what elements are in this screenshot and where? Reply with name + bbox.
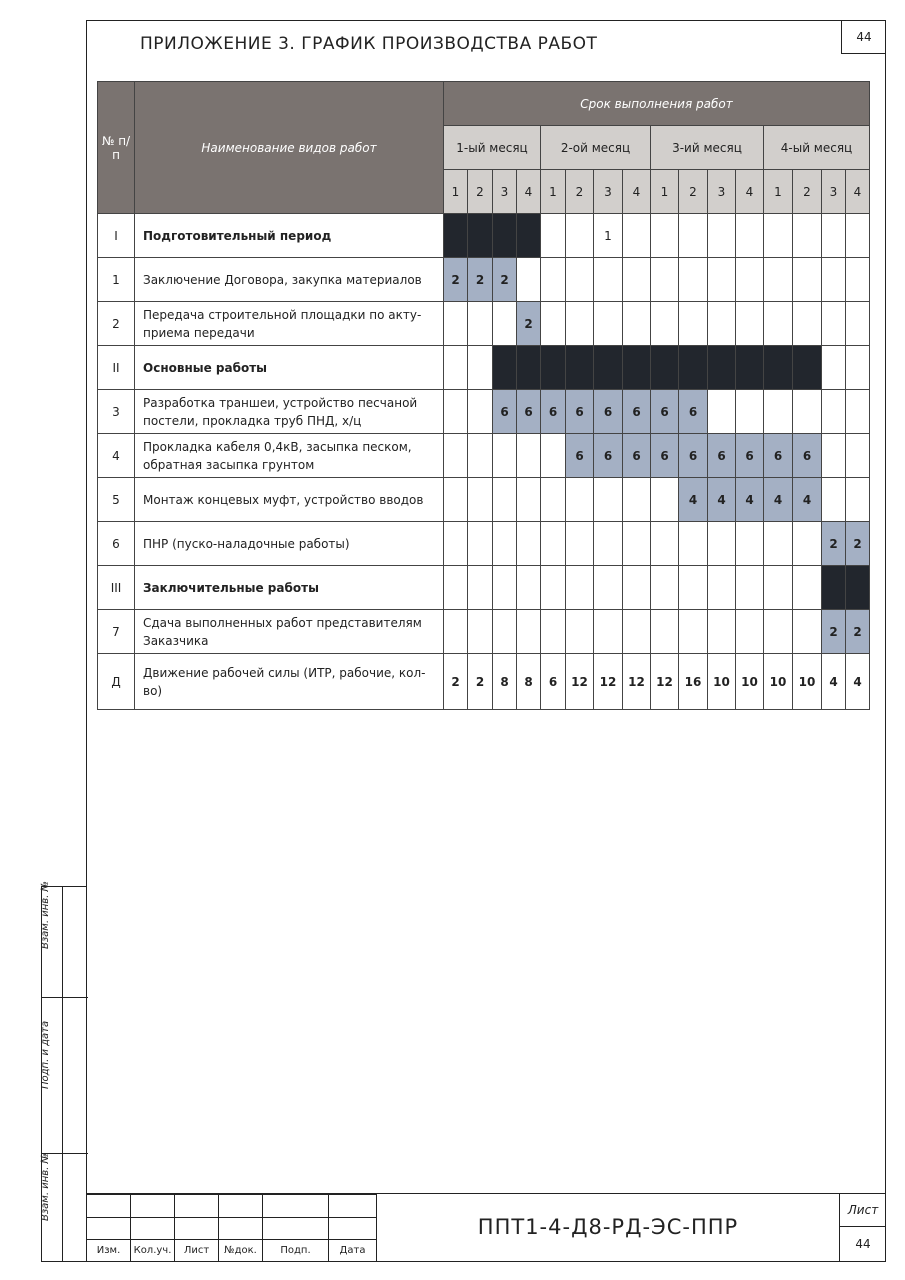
- table-row: [98, 390, 870, 434]
- schedule-cell: [679, 522, 708, 566]
- table-row: [98, 346, 870, 390]
- schedule-cell: [566, 302, 594, 346]
- week-header: 3: [708, 170, 736, 214]
- row-number: 5: [98, 478, 135, 522]
- page-title: ПРИЛОЖЕНИЕ 3. ГРАФИК ПРОИЗВОДСТВА РАБОТ: [140, 34, 598, 54]
- schedule-cell: [566, 522, 594, 566]
- workforce-value: 12: [651, 654, 679, 710]
- week-header: 2: [793, 170, 822, 214]
- schedule-cell: [822, 478, 846, 522]
- schedule-cell: [846, 390, 870, 434]
- schedule-bar-dark: [541, 346, 566, 390]
- schedule-cell: [623, 214, 651, 258]
- schedule-bar-cell: 6: [679, 390, 708, 434]
- table-row: [98, 302, 870, 346]
- schedule-cell: [541, 610, 566, 654]
- table-row: [98, 214, 870, 258]
- row-number: 1: [98, 258, 135, 302]
- week-header: 2: [566, 170, 594, 214]
- workforce-value: 2: [468, 654, 493, 710]
- schedule-cell: [764, 302, 793, 346]
- schedule-cell: [651, 214, 679, 258]
- schedule-cell: [444, 434, 468, 478]
- row-number: 2: [98, 302, 135, 346]
- schedule-bar-dark: [651, 346, 679, 390]
- schedule-cell: [541, 214, 566, 258]
- schedule-bar-cell: 6: [594, 434, 623, 478]
- stamp-header: Дата: [329, 1240, 377, 1262]
- schedule-cell: [764, 258, 793, 302]
- schedule-cell: [541, 522, 566, 566]
- schedule-bar-dark: [736, 346, 764, 390]
- schedule-cell: [468, 522, 493, 566]
- schedule-bar-dark: [493, 214, 517, 258]
- schedule-cell: [764, 566, 793, 610]
- schedule-cell: [679, 302, 708, 346]
- work-name: ПНР (пуско-наладочные работы): [135, 522, 444, 566]
- schedule-cell: [444, 522, 468, 566]
- week-header: 4: [623, 170, 651, 214]
- schedule-cell: [444, 478, 468, 522]
- week-header: 1: [444, 170, 468, 214]
- schedule-cell: [566, 258, 594, 302]
- work-name: Заключение Договора, закупка материалов: [135, 258, 444, 302]
- schedule-cell: [468, 302, 493, 346]
- schedule-cell: [468, 390, 493, 434]
- schedule-bar-dark: [493, 346, 517, 390]
- stamp-header: Изм.: [87, 1240, 131, 1262]
- side-label-replace: Взам. инв. №: [40, 881, 51, 949]
- row-number: 6: [98, 522, 135, 566]
- schedule-cell: 1: [594, 214, 623, 258]
- schedule-cell: [708, 566, 736, 610]
- schedule-bar-cell: 6: [764, 434, 793, 478]
- col-name-header: Наименование видов работ: [135, 82, 444, 214]
- schedule-bar-dark: [594, 346, 623, 390]
- document-code: ППТ1-4-Д8-РД-ЭС-ППР: [376, 1193, 840, 1262]
- schedule-bar-cell: 6: [651, 390, 679, 434]
- workforce-value: 12: [623, 654, 651, 710]
- schedule-bar-dark: [679, 346, 708, 390]
- schedule-cell: [493, 610, 517, 654]
- col-num-header: № п/п: [98, 82, 135, 214]
- schedule-bar-cell: 6: [736, 434, 764, 478]
- schedule-cell: [651, 302, 679, 346]
- schedule-bar-cell: 2: [822, 610, 846, 654]
- schedule-cell: [541, 258, 566, 302]
- schedule-bar-dark: [468, 214, 493, 258]
- week-header: 2: [468, 170, 493, 214]
- schedule-cell: [493, 478, 517, 522]
- schedule-cell: [822, 258, 846, 302]
- schedule-cell: [846, 214, 870, 258]
- schedule-bar-cell: 6: [793, 434, 822, 478]
- schedule-cell: [566, 214, 594, 258]
- schedule-cell: [566, 566, 594, 610]
- schedule-cell: [594, 610, 623, 654]
- week-header: 3: [493, 170, 517, 214]
- schedule-bar-cell: 6: [493, 390, 517, 434]
- row-number: 7: [98, 610, 135, 654]
- work-name: Основные работы: [135, 346, 444, 390]
- schedule-cell: [623, 610, 651, 654]
- schedule-cell: [468, 610, 493, 654]
- week-header: 2: [679, 170, 708, 214]
- work-name: Сдача выполненных работ представителям Заказчика: [135, 610, 444, 654]
- schedule-cell: [736, 302, 764, 346]
- stamp-grid: [86, 1194, 377, 1262]
- schedule-cell: [846, 258, 870, 302]
- schedule-cell: [651, 522, 679, 566]
- schedule-cell: [822, 214, 846, 258]
- table-row: [98, 434, 870, 478]
- schedule-cell: [517, 434, 541, 478]
- schedule-bar-cell: 2: [493, 258, 517, 302]
- schedule-cell: [517, 566, 541, 610]
- table-row: [98, 566, 870, 610]
- schedule-cell: [541, 434, 566, 478]
- row-number: 3: [98, 390, 135, 434]
- month-header: 2-ой месяц: [541, 126, 651, 170]
- schedule-cell: [793, 522, 822, 566]
- row-number: I: [98, 214, 135, 258]
- stamp-header: Лист: [175, 1240, 219, 1262]
- schedule-cell: [679, 258, 708, 302]
- schedule-bar-cell: 2: [468, 258, 493, 302]
- schedule-cell: [594, 302, 623, 346]
- schedule-bar-dark: [517, 346, 541, 390]
- schedule-cell: [736, 522, 764, 566]
- schedule-bar-dark: [517, 214, 541, 258]
- schedule-cell: [793, 302, 822, 346]
- schedule-bar-cell: 2: [444, 258, 468, 302]
- schedule-cell: [764, 390, 793, 434]
- schedule-cell: [736, 214, 764, 258]
- schedule-bar-cell: 6: [679, 434, 708, 478]
- schedule-bar-dark: [846, 566, 870, 610]
- schedule-bar-cell: 2: [517, 302, 541, 346]
- schedule-cell: [444, 610, 468, 654]
- week-header: 4: [736, 170, 764, 214]
- schedule-cell: [822, 302, 846, 346]
- row-number: II: [98, 346, 135, 390]
- week-header: 4: [517, 170, 541, 214]
- row-number: III: [98, 566, 135, 610]
- schedule-bar-dark: [444, 214, 468, 258]
- week-header: 1: [541, 170, 566, 214]
- workforce-value: 8: [493, 654, 517, 710]
- schedule-cell: [764, 522, 793, 566]
- schedule-bar-cell: 6: [623, 434, 651, 478]
- workforce-value: 10: [793, 654, 822, 710]
- week-header: 3: [822, 170, 846, 214]
- schedule-bar-dark: [708, 346, 736, 390]
- schedule-cell: [444, 302, 468, 346]
- schedule-bar-cell: 6: [708, 434, 736, 478]
- schedule-cell: [468, 434, 493, 478]
- schedule-cell: [764, 610, 793, 654]
- schedule-cell: [708, 390, 736, 434]
- schedule-cell: [517, 478, 541, 522]
- week-header: 3: [594, 170, 623, 214]
- schedule-bar-dark: [764, 346, 793, 390]
- schedule-bar-dark: [623, 346, 651, 390]
- schedule-bar-cell: 6: [651, 434, 679, 478]
- schedule-cell: [822, 434, 846, 478]
- work-name: Разработка траншеи, устройство песчаной постели, прокладка труб ПНД, х/ц: [135, 390, 444, 434]
- schedule-bar-dark: [566, 346, 594, 390]
- stamp-header: №док.: [219, 1240, 263, 1262]
- schedule-cell: [651, 478, 679, 522]
- side-label-sign: Подп. и дата: [40, 1020, 51, 1089]
- schedule-cell: [679, 214, 708, 258]
- schedule-cell: [793, 390, 822, 434]
- schedule-cell: [517, 610, 541, 654]
- schedule-cell: [846, 302, 870, 346]
- stamp-header: Кол.уч.: [131, 1240, 175, 1262]
- workforce-value: 16: [679, 654, 708, 710]
- schedule-cell: [846, 478, 870, 522]
- schedule-cell: [468, 346, 493, 390]
- schedule-cell: [679, 610, 708, 654]
- schedule-cell: [846, 434, 870, 478]
- schedule-cell: [623, 258, 651, 302]
- total-row: [98, 654, 870, 710]
- schedule-cell: [493, 302, 517, 346]
- schedule-bar-cell: 4: [764, 478, 793, 522]
- table-row: [98, 522, 870, 566]
- schedule-bar-cell: 6: [517, 390, 541, 434]
- schedule-bar-cell: 4: [793, 478, 822, 522]
- schedule-bar-cell: 2: [846, 522, 870, 566]
- schedule-cell: [793, 610, 822, 654]
- workforce-value: 6: [541, 654, 566, 710]
- month-header: 3-ий месяц: [651, 126, 764, 170]
- schedule-cell: [517, 258, 541, 302]
- workforce-value: 10: [708, 654, 736, 710]
- col-period-header: Срок выполнения работ: [444, 82, 870, 126]
- schedule-cell: [736, 258, 764, 302]
- schedule-cell: [594, 566, 623, 610]
- work-name: Заключительные работы: [135, 566, 444, 610]
- schedule-cell: [736, 566, 764, 610]
- table-row: [98, 478, 870, 522]
- schedule-bar-cell: 6: [594, 390, 623, 434]
- sheet-number: 44: [855, 1237, 871, 1251]
- page-number-top: 44: [841, 20, 886, 54]
- schedule-cell: [468, 478, 493, 522]
- workforce-value: 12: [566, 654, 594, 710]
- schedule-cell: [793, 258, 822, 302]
- month-header: 4-ый месяц: [764, 126, 870, 170]
- schedule-cell: [444, 390, 468, 434]
- work-name: Прокладка кабеля 0,4кВ, засыпка песком, обратная засыпка грунтом: [135, 434, 444, 478]
- workforce-value: 4: [846, 654, 870, 710]
- schedule-cell: [541, 478, 566, 522]
- schedule-cell: [708, 214, 736, 258]
- schedule-cell: [444, 346, 468, 390]
- schedule-cell: [736, 610, 764, 654]
- schedule-cell: [468, 566, 493, 610]
- workforce-value: 2: [444, 654, 468, 710]
- schedule-cell: [493, 566, 517, 610]
- sheet-label: Лист: [840, 1193, 886, 1227]
- schedule-cell: [493, 434, 517, 478]
- schedule-cell: [541, 566, 566, 610]
- schedule-bar-cell: 6: [566, 434, 594, 478]
- schedule-cell: [444, 566, 468, 610]
- side-label-inv: Взам. инв. №: [40, 1153, 51, 1221]
- schedule-cell: [651, 610, 679, 654]
- total-num: Д: [98, 654, 135, 710]
- week-header: 1: [764, 170, 793, 214]
- schedule-cell: [651, 566, 679, 610]
- schedule-bar-dark: [793, 346, 822, 390]
- schedule-cell: [679, 566, 708, 610]
- schedule-cell: [822, 390, 846, 434]
- schedule-cell: [517, 522, 541, 566]
- schedule-cell: [846, 346, 870, 390]
- work-name: Монтаж концевых муфт, устройство вводов: [135, 478, 444, 522]
- schedule-cell: [594, 258, 623, 302]
- schedule-cell: [623, 522, 651, 566]
- side-strip: [40, 881, 87, 1262]
- workforce-value: 8: [517, 654, 541, 710]
- schedule-cell: [594, 478, 623, 522]
- row-number: 4: [98, 434, 135, 478]
- week-header: 1: [651, 170, 679, 214]
- schedule-bar-cell: 4: [679, 478, 708, 522]
- schedule-cell: [566, 478, 594, 522]
- schedule-cell: [708, 302, 736, 346]
- workforce-value: 12: [594, 654, 623, 710]
- schedule-bar-cell: 6: [566, 390, 594, 434]
- workforce-value: 10: [764, 654, 793, 710]
- schedule-cell: [793, 566, 822, 610]
- schedule-cell: [764, 214, 793, 258]
- schedule-cell: [566, 610, 594, 654]
- schedule-bar-cell: 6: [541, 390, 566, 434]
- schedule-cell: [623, 566, 651, 610]
- work-name: Передача строительной площадки по акту-приема передачи: [135, 302, 444, 346]
- stamp-header: Подп.: [263, 1240, 329, 1262]
- schedule-cell: [651, 258, 679, 302]
- workforce-value: 10: [736, 654, 764, 710]
- schedule-bar-dark: [822, 566, 846, 610]
- schedule-cell: [708, 522, 736, 566]
- schedule-cell: [493, 522, 517, 566]
- total-name: Движение рабочей силы (ИТР, рабочие, кол-во): [135, 654, 444, 710]
- schedule-cell: [541, 302, 566, 346]
- schedule-cell: [736, 390, 764, 434]
- table-row: [98, 258, 870, 302]
- schedule-bar-cell: 2: [822, 522, 846, 566]
- schedule-bar-cell: 4: [708, 478, 736, 522]
- schedule-cell: [594, 522, 623, 566]
- work-name: Подготовительный период: [135, 214, 444, 258]
- schedule-bar-cell: 4: [736, 478, 764, 522]
- table-row: [98, 610, 870, 654]
- schedule-bar-cell: 6: [623, 390, 651, 434]
- schedule-table: [97, 81, 870, 710]
- schedule-cell: [822, 346, 846, 390]
- schedule-bar-cell: 2: [846, 610, 870, 654]
- month-header: 1-ый месяц: [444, 126, 541, 170]
- schedule-cell: [623, 302, 651, 346]
- schedule-cell: [708, 258, 736, 302]
- week-header: 4: [846, 170, 870, 214]
- schedule-cell: [708, 610, 736, 654]
- schedule-cell: [793, 214, 822, 258]
- schedule-cell: [623, 478, 651, 522]
- workforce-value: 4: [822, 654, 846, 710]
